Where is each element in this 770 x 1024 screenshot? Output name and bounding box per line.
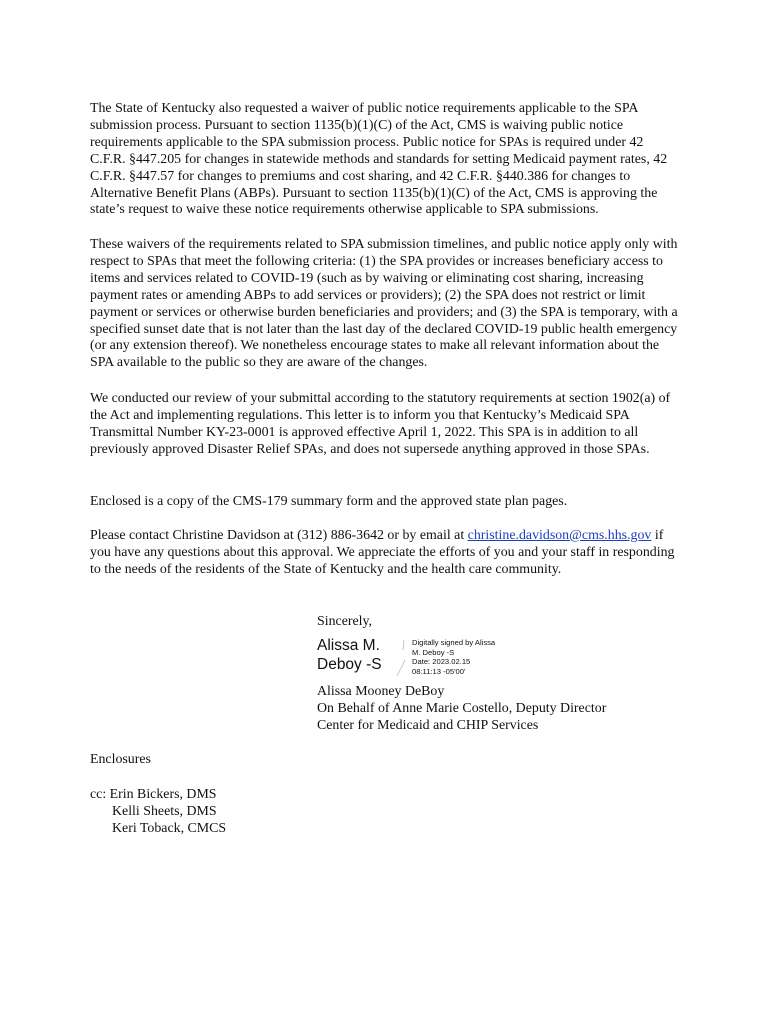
digital-signature-details <box>412 638 522 676</box>
paragraph-contact <box>90 528 682 579</box>
contact-text-after: if you have any questions about this approval. We appreciate the efforts of you and your staff in responding to the needs of the residents of the State of Kentucky and the health care community. <box>90 528 675 577</box>
contact-text-before: Please contact Christine Davidson at (312) 886-3642 or by email at <box>90 528 468 543</box>
digital-signature-name <box>317 636 382 674</box>
signer-title: On Behalf of Anne Marie Costello, Deputy Director <box>317 701 607 716</box>
digital-signature-details-line2: M. Deboy -S <box>412 647 455 657</box>
enclosures-label: Enclosures <box>90 752 151 767</box>
paragraph-waiver-criteria: These waivers of the requirements related to SPA submission timelines, and public notice apply only with respect to SPAs that meet the following criteria: (1) the SPA provides or increases beneficiary access to items and services related to COVID-19 (such as by waiving or eliminating cost sharing, increasing payment rates or amending ABPs to add services or providers); (2) the SPA does not restrict or limit payment or services or otherwise burden beneficiaries and providers; and (3) the SPA is temporary, with a specified sunset date that is not later than the last day of the declared COVID-19 public health emergency (or any extension thereof). We nonetheless encourage states to make all relevant information about the SPA available to the public so they are aware of the changes. <box>90 237 678 371</box>
paragraph-enclosed: Enclosed is a copy of the CMS-179 summary form and the approved state plan pages. <box>90 494 568 509</box>
paragraph-review-approval: We conducted our review of your submittal according to the statutory requirements at section 1902(a) of the Act and implementing regulations. This letter is to inform you that Kentucky’s Medicaid SPA Transmittal Number KY-23-0001 is approved effective April 1, 2022. This SPA is in addition to all previously approved Disaster Relief SPAs, and does not supersede anything approved in those SPAs. <box>90 391 671 457</box>
digital-signature-date: Date: 2023.02.15 <box>412 657 471 667</box>
digital-signature-name-line1: Alissa M. <box>317 637 380 654</box>
closing-salutation: Sincerely, <box>317 614 373 629</box>
contact-email-link[interactable]: christine.davidson@cms.hhs.gov <box>467 528 652 543</box>
digital-signature-details-line1: Digitally signed by Alissa <box>412 638 496 647</box>
paragraph-public-notice-waiver: The State of Kentucky also requested a waiver of public notice requirements applicable to the SPA submission process. Pursuant to section 1135(b)(1)(C) of the Act, CMS is waiving public notice requirements applicable to the SPA submission process. Public notice for SPAs is required under 42 C.F.R. §447.205 for changes in statewide methods and standards for setting Medicaid payment rates, 42 C.F.R. §447.57 for changes to premiums and cost sharing, and 42 C.F.R. §440.386 for changes to Alternative Benefit Plans (ABPs). Pursuant to section 1135(b)(1)(C) of the Act, CMS is approving the state’s request to waive these notice requirements otherwise applicable to SPA submissions. <box>90 101 668 218</box>
digital-signature-time: 08:11:13 -05'00' <box>412 666 466 676</box>
digital-signature <box>317 636 517 680</box>
cc-line: cc: Erin Bickers, DMS <box>90 787 217 802</box>
cc-list <box>90 786 226 837</box>
digital-signature-name-line2: Deboy -S <box>317 656 382 673</box>
signer-organization: Center for Medicaid and CHIP Services <box>317 718 539 733</box>
signer-name: Alissa Mooney DeBoy <box>317 684 445 699</box>
signer-block <box>317 683 606 734</box>
cc-line: Kelli Sheets, DMS <box>112 804 217 819</box>
cc-line: Keri Toback, CMCS <box>112 821 227 836</box>
